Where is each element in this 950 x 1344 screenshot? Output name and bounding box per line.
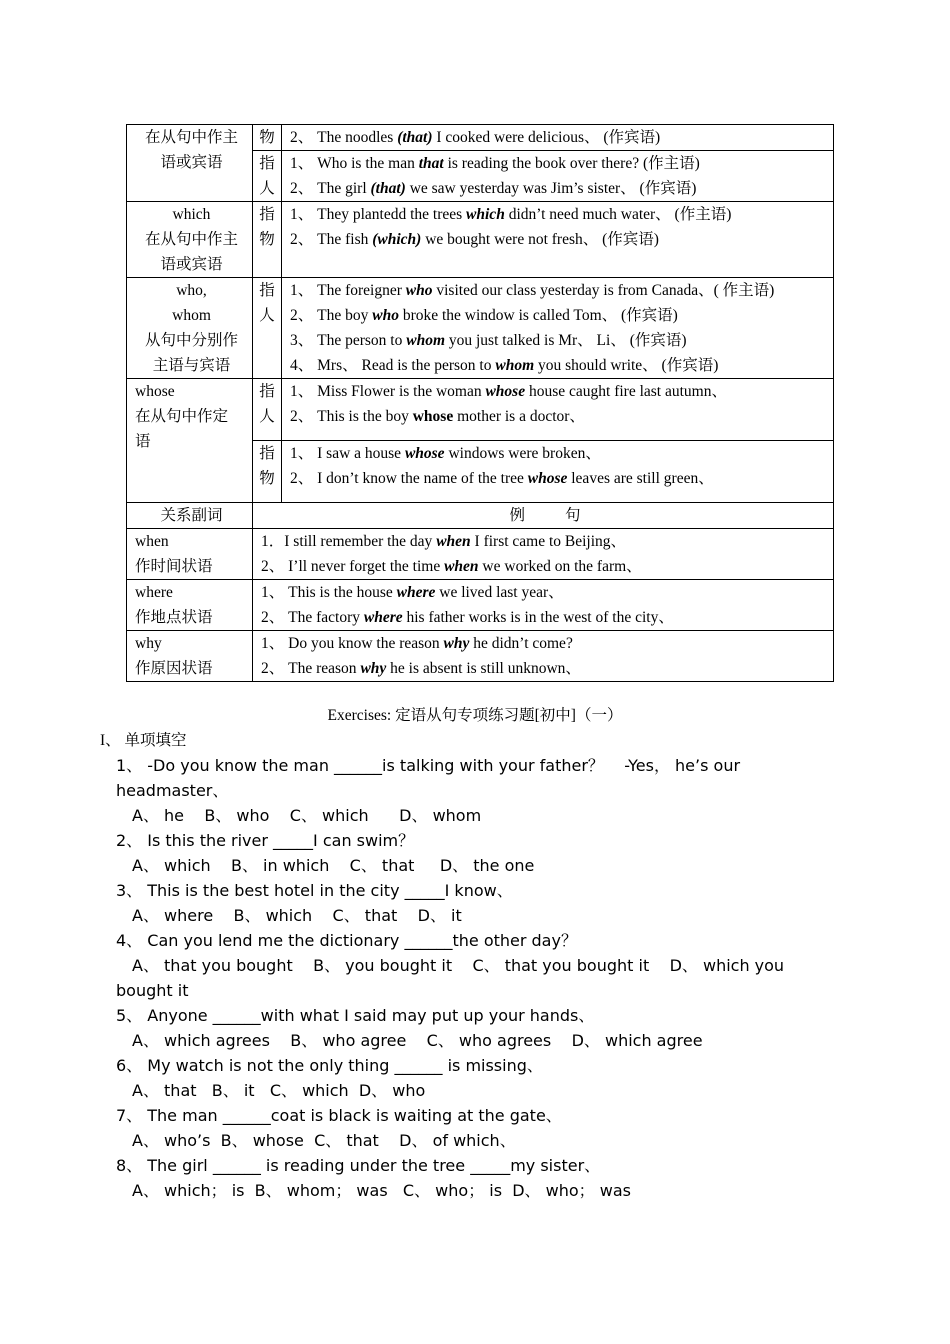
example-text: 1、 They plantedd the trees	[290, 206, 467, 223]
cell-that-person-examples	[282, 151, 834, 202]
cell-whose-thing-label	[253, 441, 282, 503]
example-text: we saw yesterday was Jim’s sister、 (作宾语)	[405, 180, 697, 197]
cell-text: whom	[172, 307, 211, 324]
example-text: 2、 I’ll never forget the time	[261, 558, 445, 575]
cell-text: who,	[176, 282, 207, 299]
question-options: A、 which B、 in which C、 that D、 the one	[132, 856, 535, 875]
example-line	[290, 202, 829, 227]
cell-text: 指	[259, 155, 275, 172]
example-text: we lived last year、	[435, 584, 564, 601]
example-text: broke the window is called Tom、 (作宾语)	[398, 307, 678, 324]
table-row-whose-person	[127, 379, 834, 441]
keyword: which	[466, 206, 505, 223]
cell-text: 物	[259, 129, 275, 146]
exercise-list	[100, 728, 820, 1203]
example-text: 2、 The boy	[290, 307, 373, 324]
header-cell-example	[253, 503, 834, 529]
cell-who-examples	[282, 278, 834, 379]
example-text: his father works is in the west of the city、	[402, 609, 674, 626]
cell-when-function	[127, 529, 253, 580]
question-text: 2、 Is this the river _____I can swim？	[116, 831, 415, 850]
cell-text: 物	[259, 470, 275, 487]
cell-which-function	[127, 202, 253, 278]
keyword: (that)	[370, 180, 406, 197]
example-text: 2、 The noodles	[290, 129, 398, 146]
example-line	[290, 353, 829, 378]
table-row-who	[127, 278, 834, 379]
example-text: 3、 The person to	[290, 332, 407, 349]
example-text: you just talked is Mr、 Li、 (作宾语)	[445, 332, 687, 349]
question-continuation: headmaster、	[116, 781, 229, 800]
cell-text: 作时间状语	[135, 558, 213, 575]
cell-who-function	[127, 278, 253, 379]
table-row-which	[127, 202, 834, 278]
cell-text: 语	[135, 433, 151, 450]
cell-whose-thing-examples	[282, 441, 834, 503]
example-text: 1、 Miss Flower is the woman	[290, 383, 486, 400]
table-row-where	[127, 580, 834, 631]
cell-text: where	[135, 584, 173, 601]
example-text: we worked on the farm、	[478, 558, 642, 575]
example-text: I cooked were delicious、 (作宾语)	[432, 129, 661, 146]
question-text: 3、 This is the best hotel in the city _____I know、	[116, 881, 513, 900]
cell-when-examples	[253, 529, 834, 580]
cell-that-thing-examples	[282, 125, 834, 151]
example-text: 1、 The foreigner	[290, 282, 406, 299]
cell-which-label	[253, 202, 282, 278]
cell-text: 语或宾语	[160, 154, 223, 171]
example-text: didn’t need much water、 (作主语)	[504, 206, 732, 223]
table-row-that-thing	[127, 125, 834, 151]
example-text: we bought were not fresh、 (作宾语)	[421, 231, 659, 248]
keyword: whom	[495, 357, 535, 374]
example-text: 1、 Who is the man	[290, 155, 419, 172]
cell-where-examples	[253, 580, 834, 631]
keyword: who	[372, 307, 399, 324]
cell-text: 人	[259, 408, 275, 425]
cell-which-examples	[282, 202, 834, 278]
cell-text: 指	[259, 383, 275, 400]
cell-text: when	[135, 533, 169, 550]
keyword: (that)	[397, 129, 433, 146]
question-text: 5、 Anyone ______with what I said may put up your hands、	[116, 1006, 595, 1025]
section-title: I、 单项填空	[100, 732, 187, 749]
example-text: 2、 The factory	[261, 609, 364, 626]
keyword: whose	[485, 383, 526, 400]
spacer	[290, 429, 829, 440]
keyword: whose	[404, 445, 445, 462]
cell-text: 从句中分别作	[144, 332, 238, 349]
example-line	[261, 529, 829, 554]
keyword: whom	[406, 332, 445, 349]
keyword: where	[363, 609, 403, 626]
example-text: he is absent is still unknown、	[386, 660, 581, 677]
cell-text: 在从句中作定	[135, 408, 229, 425]
question-text: 4、 Can you lend me the dictionary ______the other day？	[116, 931, 577, 950]
example-text: is reading the book over there? (作主语)	[443, 155, 700, 172]
relative-clause-table	[126, 124, 834, 682]
example-text: 2、 I don’t know the name of the tree	[290, 470, 528, 487]
exercises-title: Exercises: 定语从句专项练习题[初中]（一）	[327, 707, 623, 724]
cell-text: which	[172, 206, 211, 223]
cell-text: 语或宾语	[160, 256, 223, 273]
example-text: 2、 The reason	[261, 660, 361, 677]
example-text: I first came to Beijing、	[470, 533, 627, 550]
spacer	[290, 491, 829, 502]
question-options: A、 where B、 which C、 that D、 it	[132, 906, 462, 925]
cell-text: 人	[259, 307, 275, 324]
example-line	[290, 379, 829, 404]
cell-why-examples	[253, 631, 834, 682]
cell-text: whose	[135, 383, 175, 400]
keyword: that	[418, 155, 444, 172]
cell-text: 人	[259, 180, 275, 197]
keyword: who	[405, 282, 433, 299]
example-text: 1．I still remember the day	[261, 533, 437, 550]
cell-text: 主语与宾语	[152, 357, 231, 374]
cell-text: 指	[259, 445, 275, 462]
keyword: whose	[412, 408, 454, 425]
example-text: mother is a doctor、	[453, 408, 585, 425]
cell-whose-function	[127, 379, 253, 503]
question-options: A、 he B、 who C、 which D、 whom	[132, 806, 482, 825]
question-continuation: bought it	[116, 981, 189, 1000]
example-text: 1、 This is the house	[261, 584, 397, 601]
example-line	[261, 580, 829, 605]
cell-text: 物	[259, 231, 275, 248]
example-text: 1、 Do you know the reason	[261, 635, 444, 652]
example-text: 4、 Mrs、 Read is the person to	[290, 357, 496, 374]
example-text: 2、 This is the boy	[290, 408, 413, 425]
cell-text: 作地点状语	[135, 609, 213, 626]
example-text: he didn’t come?	[469, 635, 573, 652]
table-row-when	[127, 529, 834, 580]
keyword: why	[360, 660, 387, 677]
question-text: 8、 The girl ______ is reading under the tree _____my sister、	[116, 1156, 601, 1175]
example-line	[290, 441, 829, 466]
cell-where-function	[127, 580, 253, 631]
example-line	[290, 303, 829, 328]
example-text: house caught fire last autumn、	[525, 383, 727, 400]
header-text: 句	[565, 507, 581, 524]
example-line	[290, 176, 829, 201]
cell-text: 在从句中作主	[144, 231, 238, 248]
question-text: 1、 -Do you know the man ______is talking with your father？ -Yes， he’s our	[116, 756, 741, 775]
question-options: A、 that B、 it C、 which D、 who	[132, 1081, 426, 1100]
question-options: A、 that you bought B、 you bought it C、 that you bought it D、 which you	[132, 956, 785, 975]
cell-that-function	[127, 125, 253, 202]
example-line	[290, 328, 829, 353]
cell-whose-person-label	[253, 379, 282, 441]
cell-text: 作原因状语	[135, 660, 213, 677]
question-options: A、 who’s B、 whose C、 that D、 of which、	[132, 1131, 516, 1150]
table-header-adverbs	[127, 503, 834, 529]
example-line	[290, 151, 829, 176]
cell-that-person-label	[253, 151, 282, 202]
table-row-why	[127, 631, 834, 682]
keyword: why	[443, 635, 470, 652]
keyword: whose	[527, 470, 568, 487]
example-text: leaves are still green、	[567, 470, 714, 487]
question-options: A、 which； is B、 whom； was C、 who； is D、 who； was	[132, 1181, 631, 1200]
cell-why-function	[127, 631, 253, 682]
header-cell-adverb	[127, 503, 253, 529]
example-text: 2、 The fish	[290, 231, 373, 248]
cell-text: 指	[259, 206, 275, 223]
keyword: where	[396, 584, 436, 601]
example-text: windows were broken、	[444, 445, 601, 462]
keyword: when	[436, 533, 471, 550]
example-line	[261, 605, 829, 630]
keyword: (which)	[372, 231, 422, 248]
example-text: 1、 I saw a house	[290, 445, 405, 462]
example-line	[290, 278, 829, 303]
example-text: visited our class yesterday is from Canada、( 作主语)	[432, 282, 775, 299]
spacer	[290, 252, 829, 277]
header-text: 关系副词	[160, 507, 223, 524]
example-text: 2、 The girl	[290, 180, 371, 197]
question-options: A、 which agrees B、 who agree C、 who agrees D、 which agree	[132, 1031, 703, 1050]
example-line	[290, 404, 829, 429]
header-text: 例	[509, 507, 525, 524]
cell-text: 指	[259, 282, 275, 299]
question-text: 6、 My watch is not the only thing ______ is missing、	[116, 1056, 543, 1075]
example-line	[261, 554, 829, 579]
example-line	[290, 125, 829, 150]
example-line	[261, 656, 829, 681]
cell-that-thing-label	[253, 125, 282, 151]
example-line	[261, 631, 829, 656]
example-line	[290, 227, 829, 252]
example-line	[290, 466, 829, 491]
example-text: you should write、 (作宾语)	[534, 357, 719, 374]
cell-who-label	[253, 278, 282, 379]
cell-whose-person-examples	[282, 379, 834, 441]
keyword: when	[444, 558, 479, 575]
cell-text: 在从句中作主	[144, 129, 238, 146]
cell-text: why	[135, 635, 162, 652]
question-text: 7、 The man ______coat is black is waiting at the gate、	[116, 1106, 562, 1125]
